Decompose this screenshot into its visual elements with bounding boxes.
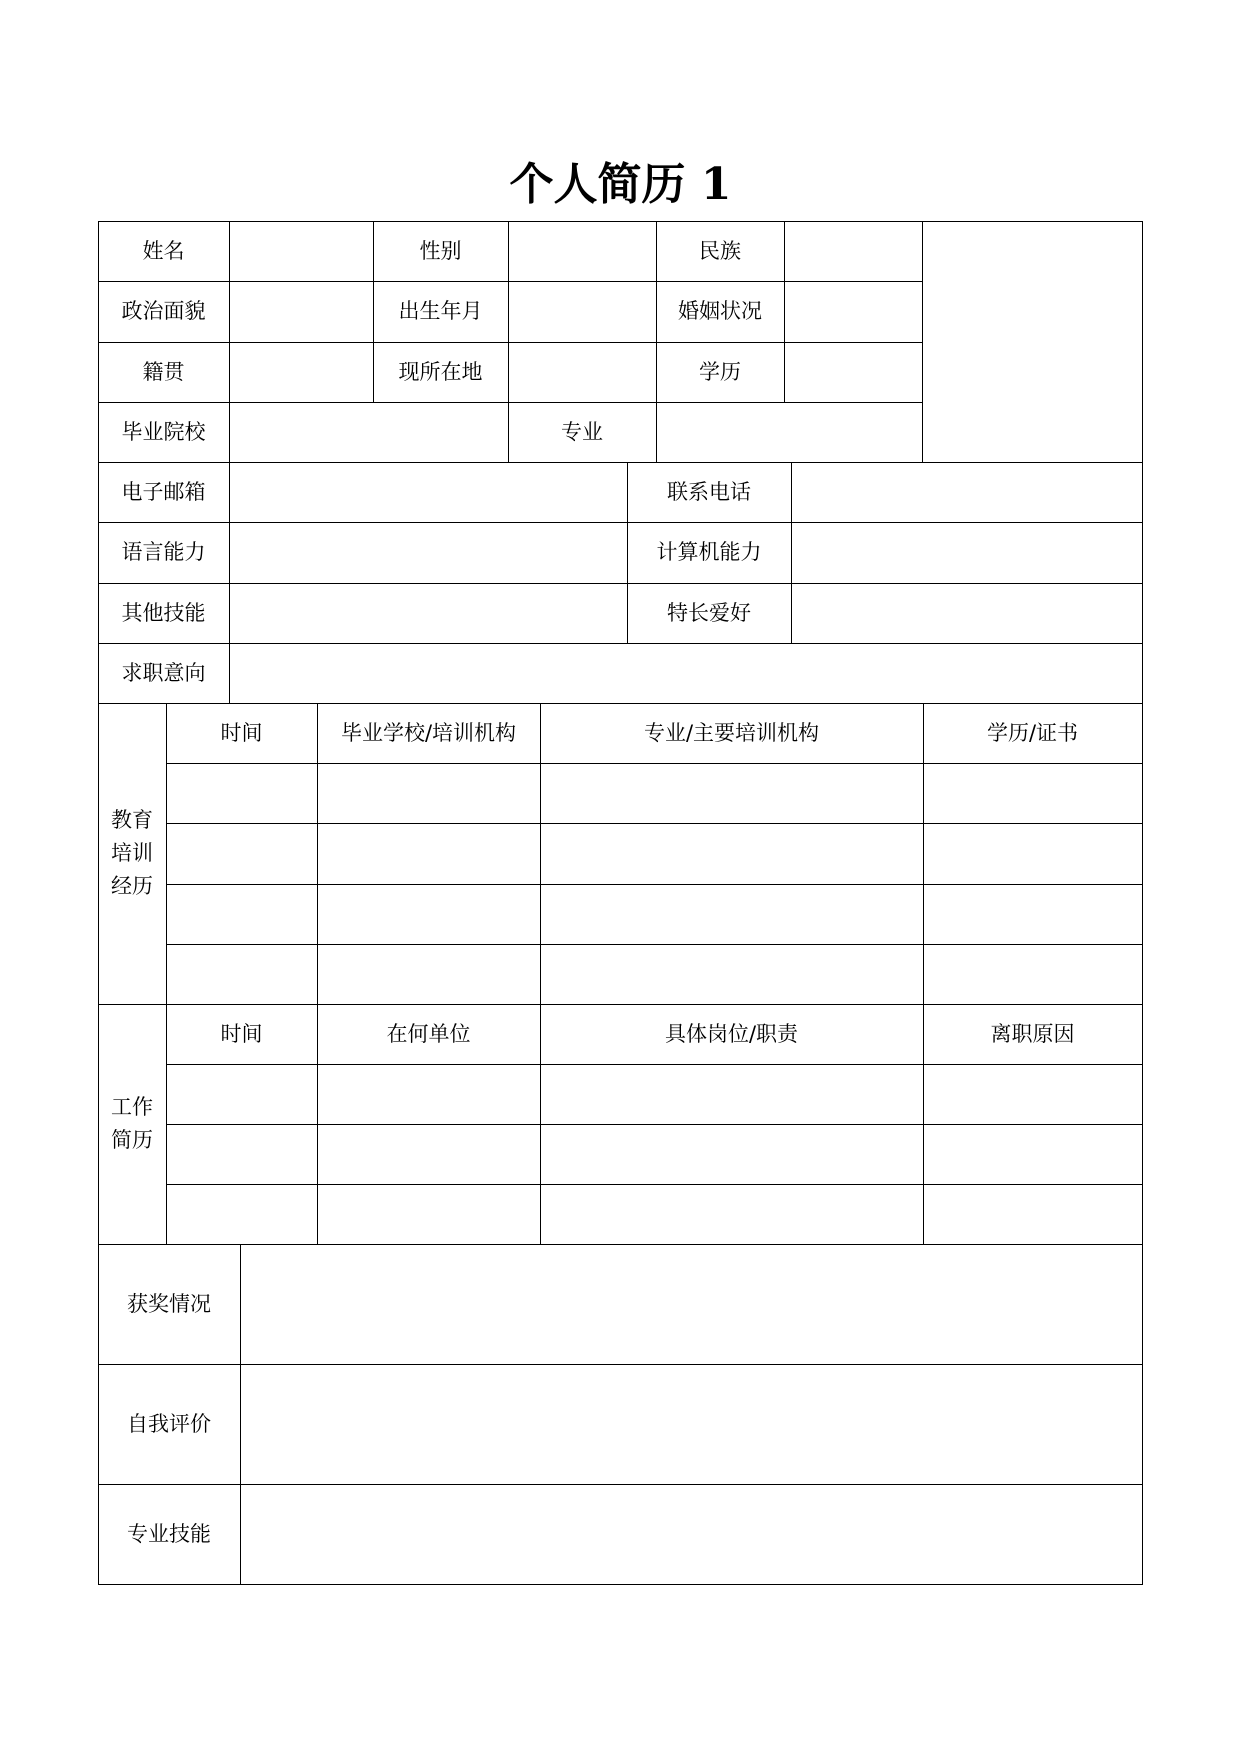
phone-label: 联系电话 (667, 479, 751, 504)
education-row-1-cell-3[interactable] (924, 764, 1142, 823)
work-header-0: 时间 (220, 1021, 263, 1046)
native-place-label: 籍贯 (142, 359, 185, 384)
gender-label: 性别 (419, 238, 462, 263)
table-border-right (1142, 221, 1143, 1585)
education-row-3-cell-0[interactable] (167, 885, 317, 944)
education-row-2-cell-0[interactable] (167, 824, 317, 884)
work-row-1-cell-1[interactable] (318, 1065, 540, 1124)
work-row-3-cell-3[interactable] (924, 1185, 1142, 1244)
education-row-1-cell-2[interactable] (541, 764, 923, 823)
gender-field[interactable] (509, 222, 656, 281)
work-row-3-cell-1[interactable] (318, 1185, 540, 1244)
education-row-4-cell-0[interactable] (167, 945, 317, 1004)
education-header-2: 专业/主要培训机构 (643, 720, 820, 745)
work-header-2: 具体岗位/职责 (664, 1021, 799, 1046)
pro-skills-field[interactable] (241, 1485, 1142, 1584)
awards-field[interactable] (241, 1245, 1142, 1364)
education-row-1-cell-0[interactable] (167, 764, 317, 823)
education-header-0: 时间 (220, 720, 263, 745)
marital-status-label: 婚姻状况 (678, 299, 762, 323)
other-skills-field[interactable] (230, 584, 627, 643)
photo-area[interactable] (923, 222, 1142, 462)
native-place-field[interactable] (230, 343, 373, 402)
work-row-2-cell-0[interactable] (167, 1125, 317, 1184)
phone-field[interactable] (792, 463, 1142, 522)
work-row-3-cell-2[interactable] (541, 1185, 923, 1244)
graduate-school-field[interactable] (230, 403, 508, 462)
education-row-2-cell-3[interactable] (924, 824, 1142, 884)
work-row-2-cell-3[interactable] (924, 1125, 1142, 1184)
education-field[interactable] (785, 343, 922, 402)
name-field[interactable] (230, 222, 373, 281)
education-row-4-cell-2[interactable] (541, 945, 923, 1004)
language-field[interactable] (230, 523, 627, 583)
work-header-1: 在何单位 (386, 1021, 471, 1046)
name-label: 姓名 (142, 238, 185, 263)
job-intention-label: 求职意向 (121, 660, 206, 685)
education-header-3: 学历/证书 (986, 720, 1079, 745)
current-location-label: 现所在地 (398, 359, 483, 384)
marital-status-field[interactable] (785, 282, 922, 342)
work-row-1-cell-0[interactable] (167, 1065, 317, 1124)
work-row-1-cell-3[interactable] (924, 1065, 1142, 1124)
political-status-label: 政治面貌 (121, 299, 206, 323)
education-row-4-cell-3[interactable] (924, 945, 1142, 1004)
awards-label: 获奖情况 (127, 1291, 211, 1316)
political-status-field[interactable] (230, 282, 373, 342)
education-header-1: 毕业学校/培训机构 (340, 720, 517, 745)
education-row-2-cell-1[interactable] (318, 824, 540, 884)
computer-field[interactable] (792, 523, 1142, 583)
education-row-3-cell-3[interactable] (924, 885, 1142, 944)
education-row-4-cell-1[interactable] (318, 945, 540, 1004)
work-row-1-cell-2[interactable] (541, 1065, 923, 1124)
birth-date-label: 出生年月 (398, 299, 483, 323)
pro-skills-label: 专业技能 (127, 1521, 211, 1546)
education-section-label: 教育 培训 经历 (111, 808, 153, 898)
education-label: 学历 (699, 359, 741, 384)
education-row-1-cell-1[interactable] (318, 764, 540, 823)
education-row-3-cell-1[interactable] (318, 885, 540, 944)
other-skills-label: 其他技能 (121, 600, 206, 625)
ethnicity-label: 民族 (699, 238, 741, 263)
work-row-2-cell-1[interactable] (318, 1125, 540, 1184)
page-title: 个人简历 1 (509, 159, 732, 210)
work-section-label: 工作 简历 (111, 1095, 153, 1152)
graduate-school-label: 毕业院校 (121, 419, 206, 444)
work-row-3-cell-0[interactable] (167, 1185, 317, 1244)
hobbies-label: 特长爱好 (667, 600, 751, 625)
work-header-3: 离职原因 (990, 1021, 1075, 1046)
hobbies-field[interactable] (792, 584, 1142, 643)
ethnicity-field[interactable] (785, 222, 922, 281)
major-field[interactable] (657, 403, 922, 462)
birth-date-field[interactable] (509, 282, 656, 342)
major-label: 专业 (561, 419, 603, 444)
education-row-2-cell-2[interactable] (541, 824, 923, 884)
email-field[interactable] (230, 463, 627, 522)
self-eval-label: 自我评价 (127, 1411, 211, 1436)
self-eval-field[interactable] (241, 1365, 1142, 1484)
education-row-3-cell-2[interactable] (541, 885, 923, 944)
job-intention-field[interactable] (230, 644, 1142, 703)
current-location-field[interactable] (509, 343, 656, 402)
email-label: 电子邮箱 (121, 479, 206, 504)
table-border-bottom (98, 1584, 1143, 1585)
work-row-2-cell-2[interactable] (541, 1125, 923, 1184)
computer-label: 计算机能力 (656, 540, 762, 564)
language-label: 语言能力 (121, 540, 206, 564)
